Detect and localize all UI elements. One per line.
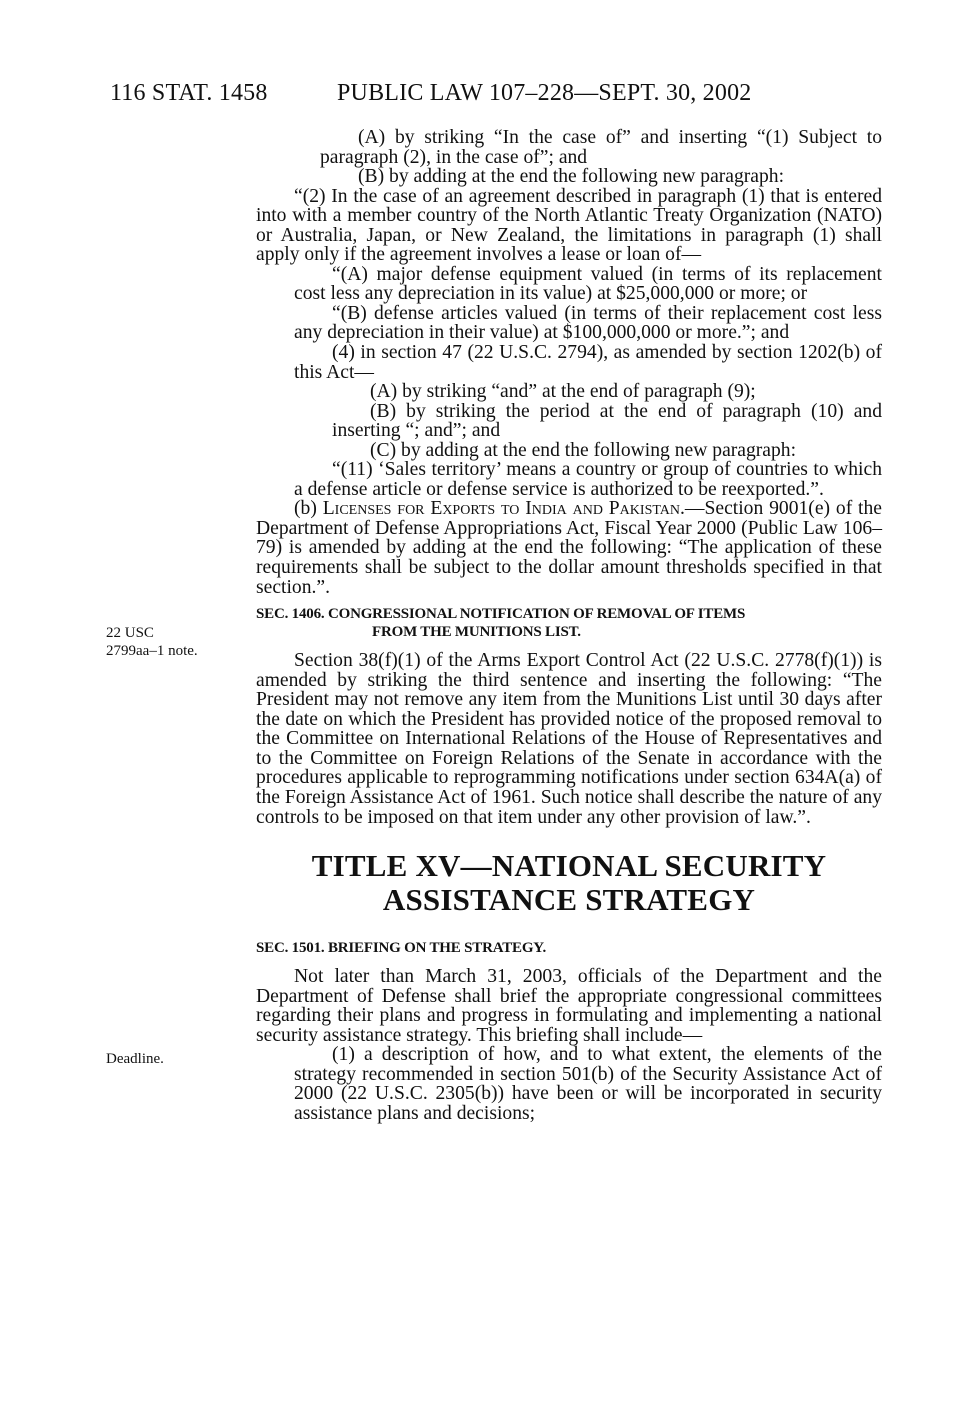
margin-note-usc-line1: 22 USC	[106, 625, 154, 641]
title-xv-line2: ASSISTANCE STRATEGY	[382, 882, 756, 918]
paragraph-4-section-47: (4) in section 47 (22 U.S.C. 2794), as amended by section 1202(b) of this Act—	[294, 342, 882, 383]
section-1406-heading-line1: SEC. 1406. CONGRESSIONAL NOTIFICATION OF REMOVAL OF ITEMS	[256, 606, 746, 623]
paragraph-b-adding: (B) by adding at the end the following new paragraph:	[358, 166, 785, 188]
section-1406-text: Section 38(f)(1) of the Arms Export Control Act (22 U.S.C. 2778(f)(1)) is amended by striking the third sentence and inserting the following: “The President may not remove any item from the Munitions List until 30 days after the date on which the President has provided notice of the proposed removal to the Committee on International Relations of the House of Representatives and to the Committee on Foreign Relations of the Senate in accordance with the procedures applicable to reprogramming notifications under section 634A(a) of the Foreign Assistance Act of 1961. Such notice shall describe the nature of any controls to be imposed on that item under any other provision of law.”.	[256, 650, 882, 828]
paragraph-c-adding: (C) by adding at the end the following new paragraph:	[370, 439, 797, 461]
title-xv-heading	[256, 849, 882, 917]
paragraph-a-striking: (A) by striking “In the case of” and inserting “(1) Subject to paragraph (2), in the case of”; and	[320, 127, 882, 168]
stat-page-number: 116 STAT. 1458	[110, 80, 268, 106]
paragraph-quoted-2: “(2) In the case of an agreement described in paragraph (1) that is entered into with a member country of the North Atlantic Treaty Organization (NATO) or Australia, Japan, or New Zealand, the limitations in paragraph (1) shall apply only if the agreement involves a lease or loan of—	[256, 185, 882, 266]
paragraph-b-lead: (b)	[294, 498, 323, 520]
section-1501-text: Not later than March 31, 2003, officials of the Department and the Department of Defense shall brief the appropriate congressional committees regarding their plans and progress in formulating and implementing a national security assistance strategy. This briefing shall include—	[256, 966, 882, 1046]
paragraph-b-heading: Licenses for Exports to India and Pakistan	[322, 498, 681, 520]
quoted-subparagraphs	[256, 265, 882, 382]
section-1501-heading: SEC. 1501. BRIEFING ON THE STRATEGY.	[256, 940, 547, 957]
section-1406-heading-line2: FROM THE MUNITIONS LIST.	[372, 624, 581, 641]
paragraph-a-strike-and: (A) by striking “and” at the end of paragraph (9);	[370, 381, 756, 403]
paragraph-b-strike-period: (B) by striking the period at the end of paragraph (10) and inserting “; and”; and	[332, 400, 882, 442]
paragraph-quoted-b: “(B) defense articles valued (in terms of their replacement cost less any depreciation in their value) at $100,000,000 or more.”; and	[294, 302, 882, 344]
paragraph-b-text: .—Section 9001(e) of the Department of Defense Appropriations Act, Fiscal Year 2000 (Public Law 106–79) is amended by adding at the end the following: “The application of these requirements shall be subject to the dollar amount thresholds specified in that section.”.	[256, 498, 882, 598]
paragraph-quoted-a: “(A) major defense equipment valued (in terms of its replacement cost less any depreciation in its value) at $25,000,000 or more; or	[294, 263, 882, 305]
paragraph-quoted-11: “(11) ‘Sales territory’ means a country or group of countries to which a defense article or defense service is authorized to be reexported.”.	[294, 459, 882, 500]
title-xv-line1: TITLE XV—NATIONAL SECURITY	[311, 848, 827, 884]
section-1406-heading	[256, 605, 882, 641]
document-body	[256, 128, 882, 1123]
margin-note-usc-line2: 2799aa–1 note.	[106, 643, 198, 659]
margin-note-usc	[106, 624, 198, 660]
paragraph-b-licenses	[256, 499, 882, 597]
section-1501-item-1: (1) a description of how, and to what extent, the elements of the strategy recommended in section 501(b) of the Security Assistance Act of 2000 (22 U.S.C. 2305(b)) have been or will be incorporated in security assistance plans and decisions;	[294, 1044, 882, 1124]
margin-note-deadline: Deadline.	[106, 1051, 164, 1067]
running-head: PUBLIC LAW 107–228—SEPT. 30, 2002	[337, 80, 752, 106]
